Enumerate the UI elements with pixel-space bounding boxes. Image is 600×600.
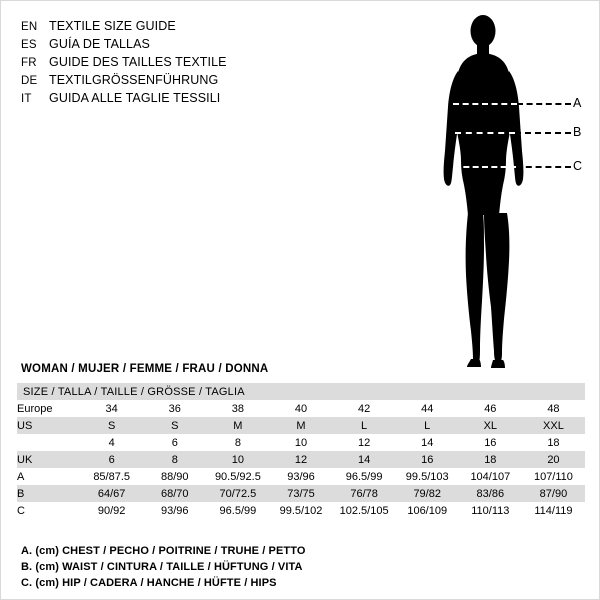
body-figure (421, 9, 591, 374)
language-text: TEXTILGRÖSSENFÜHRUNG (49, 73, 219, 87)
table-row (17, 400, 585, 417)
cell: 40 (269, 400, 332, 417)
cell: 93/96 (269, 468, 332, 485)
cell: 90.5/92.5 (206, 468, 269, 485)
language-list (21, 17, 351, 107)
cell: L (333, 417, 396, 434)
size-table (17, 383, 585, 519)
measure-line-b (455, 132, 515, 134)
cell: 88/90 (143, 468, 206, 485)
row-label: A (17, 468, 80, 485)
language-row-fr (21, 53, 351, 71)
cell: 18 (522, 434, 585, 451)
cell: 36 (143, 400, 206, 417)
measure-line-c-extension (516, 166, 571, 168)
cell: 16 (459, 434, 522, 451)
measure-line-a (453, 103, 517, 105)
row-label: C (17, 502, 80, 519)
cell: 4 (80, 434, 143, 451)
language-code: ES (21, 39, 37, 51)
language-text: GUIDE DES TAILLES TEXTILE (49, 55, 227, 69)
legend-item-c: C. (cm) HIP / CADERA / HANCHE / HÜFTE / HIPS (21, 577, 277, 589)
language-row-de (21, 71, 351, 89)
cell: 76/78 (333, 485, 396, 502)
measure-line-b-extension (515, 132, 571, 134)
table-row (17, 451, 585, 468)
cell: 12 (269, 451, 332, 468)
row-label (17, 434, 80, 451)
cell: 99.5/102 (269, 502, 332, 519)
language-row-it (21, 89, 351, 107)
cell: 46 (459, 400, 522, 417)
section-title: WOMAN / MUJER / FEMME / FRAU / DONNA (21, 363, 269, 375)
cell: S (143, 417, 206, 434)
cell: 70/72.5 (206, 485, 269, 502)
table-row (17, 468, 585, 485)
row-label: B (17, 485, 80, 502)
cell: 64/67 (80, 485, 143, 502)
table-row (17, 502, 585, 519)
language-text: GUÍA DE TALLAS (49, 37, 150, 51)
language-code: DE (21, 75, 38, 87)
cell: 18 (459, 451, 522, 468)
cell: 34 (80, 400, 143, 417)
language-code: IT (21, 93, 32, 105)
cell: 106/109 (396, 502, 459, 519)
cell: 16 (396, 451, 459, 468)
table-row (17, 417, 585, 434)
cell: 6 (143, 434, 206, 451)
cell: M (206, 417, 269, 434)
cell: 96.5/99 (206, 502, 269, 519)
language-row-en (21, 17, 351, 35)
cell: 10 (206, 451, 269, 468)
table-header-row (17, 383, 585, 400)
cell: L (396, 417, 459, 434)
cell: 102.5/105 (333, 502, 396, 519)
female-silhouette-icon (421, 9, 591, 374)
cell: 79/82 (396, 485, 459, 502)
cell: 48 (522, 400, 585, 417)
cell: 87/90 (522, 485, 585, 502)
cell: 99.5/103 (396, 468, 459, 485)
cell: 38 (206, 400, 269, 417)
table-row (17, 485, 585, 502)
language-row-es (21, 35, 351, 53)
row-label: UK (17, 451, 80, 468)
cell: 14 (333, 451, 396, 468)
cell: 42 (333, 400, 396, 417)
cell: 14 (396, 434, 459, 451)
measure-line-c (454, 166, 516, 168)
table-row (17, 434, 585, 451)
cell: 114/119 (522, 502, 585, 519)
cell: 6 (80, 451, 143, 468)
cell: 44 (396, 400, 459, 417)
cell: 93/96 (143, 502, 206, 519)
cell: 90/92 (80, 502, 143, 519)
cell: 73/75 (269, 485, 332, 502)
cell: M (269, 417, 332, 434)
cell: 85/87.5 (80, 468, 143, 485)
measurement-legend (21, 543, 306, 591)
cell: 83/86 (459, 485, 522, 502)
table-header-label: SIZE / TALLA / TAILLE / GRÖSSE / TAGLIA (17, 383, 585, 400)
cell: XXL (522, 417, 585, 434)
language-text: TEXTILE SIZE GUIDE (49, 19, 176, 33)
measure-label-c: C (573, 159, 583, 173)
language-text: GUIDA ALLE TAGLIE TESSILI (49, 91, 221, 105)
cell: 104/107 (459, 468, 522, 485)
cell: 20 (522, 451, 585, 468)
cell: 110/113 (459, 502, 522, 519)
cell: 8 (206, 434, 269, 451)
cell: 8 (143, 451, 206, 468)
cell: XL (459, 417, 522, 434)
cell: S (80, 417, 143, 434)
cell: 96.5/99 (333, 468, 396, 485)
cell: 10 (269, 434, 332, 451)
language-code: FR (21, 57, 37, 69)
cell: 68/70 (143, 485, 206, 502)
measure-line-a-extension (517, 103, 571, 105)
legend-item-a: A. (cm) CHEST / PECHO / POITRINE / TRUHE / PETTO (21, 545, 306, 557)
measure-label-b: B (573, 125, 582, 139)
cell: 107/110 (522, 468, 585, 485)
language-code: EN (21, 21, 38, 33)
legend-item-b: B. (cm) WAIST / CINTURA / TAILLE / HÜFTUNG / VITA (21, 561, 303, 573)
cell: 12 (333, 434, 396, 451)
measure-label-a: A (573, 96, 582, 110)
row-label: US (17, 417, 80, 434)
row-label: Europe (17, 400, 80, 417)
